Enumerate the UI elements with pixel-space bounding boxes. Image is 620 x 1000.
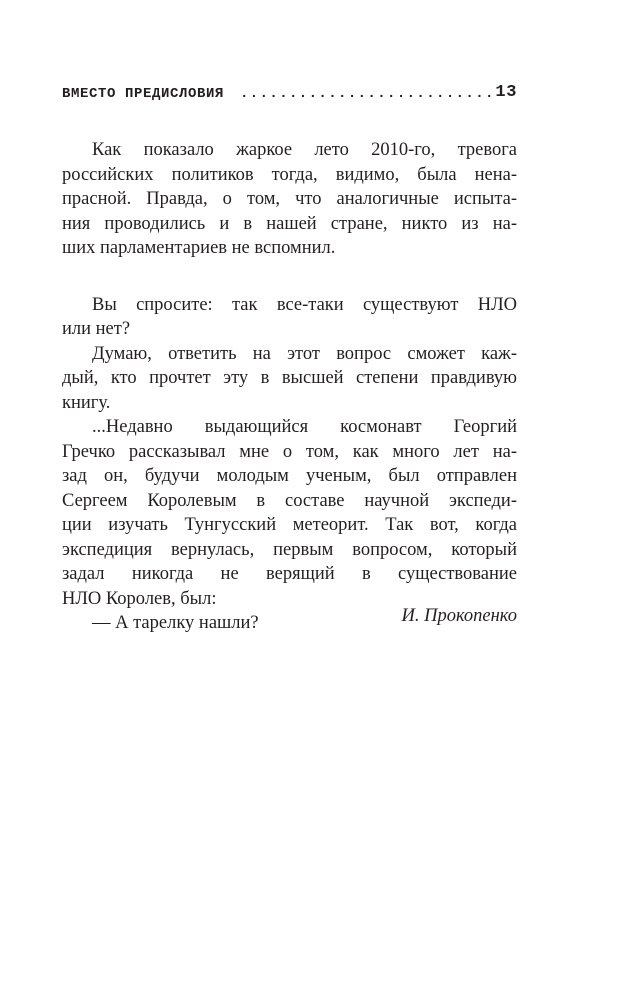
paragraph-line: Как показало жаркое лето 2010-го, тревога xyxy=(92,140,517,160)
running-head-leader: .......................... xyxy=(240,86,495,102)
paragraph-4 xyxy=(62,415,517,611)
author-signature: И. Прокопенко xyxy=(401,606,517,626)
paragraph-line: ния проводились и в нашей стране, никто из на- xyxy=(62,213,517,234)
paragraph-line: дый, кто прочтет эту в высшей степени правдивую xyxy=(62,368,517,388)
paragraph-line: задал никогда не верящий в существование xyxy=(62,564,517,584)
paragraph-line: прасной. Правда, о том, что аналогичные испыта- xyxy=(62,189,517,209)
page-number: 13 xyxy=(495,83,517,102)
paragraph-line: Гречко рассказывал мне о том, как много лет на- xyxy=(62,441,517,462)
text-body xyxy=(62,138,517,636)
paragraph-line: Думаю, ответить на этот вопрос сможет каж- xyxy=(92,343,517,364)
paragraph-1 xyxy=(62,138,517,261)
paragraph-line: Вы спросите: так все-таки существуют НЛО xyxy=(92,294,517,315)
paragraph-line: зад он, будучи молодым ученым, был отправлен xyxy=(62,466,517,486)
paragraph-line: ции изучать Тунгусский метеорит. Так вот, когда xyxy=(62,515,517,535)
paragraph-line: Сергеем Королевым в составе научной экспеди- xyxy=(62,490,517,511)
paragraph-line: экспедиция вернулась, первым вопросом, который xyxy=(62,539,517,560)
section-gap xyxy=(62,261,517,293)
paragraph-line: книгу. xyxy=(62,392,111,413)
paragraph-line: или нет? xyxy=(62,319,131,339)
paragraph-line: ...Недавно выдающийся космонавт Георгий xyxy=(92,417,517,437)
running-head xyxy=(62,83,517,108)
paragraph-2 xyxy=(62,293,517,342)
paragraph-line: — А тарелку нашли? xyxy=(92,613,259,633)
paragraph-3 xyxy=(62,342,517,416)
running-head-title: ВМЕСТО ПРЕДИСЛОВИЯ xyxy=(62,86,225,102)
paragraph-line: НЛО Королев, был: xyxy=(62,588,217,609)
paragraph-line: российских политиков тогда, видимо, была нена- xyxy=(62,164,517,185)
paragraph-line: ших парламентариев не вспомнил. xyxy=(62,238,336,258)
